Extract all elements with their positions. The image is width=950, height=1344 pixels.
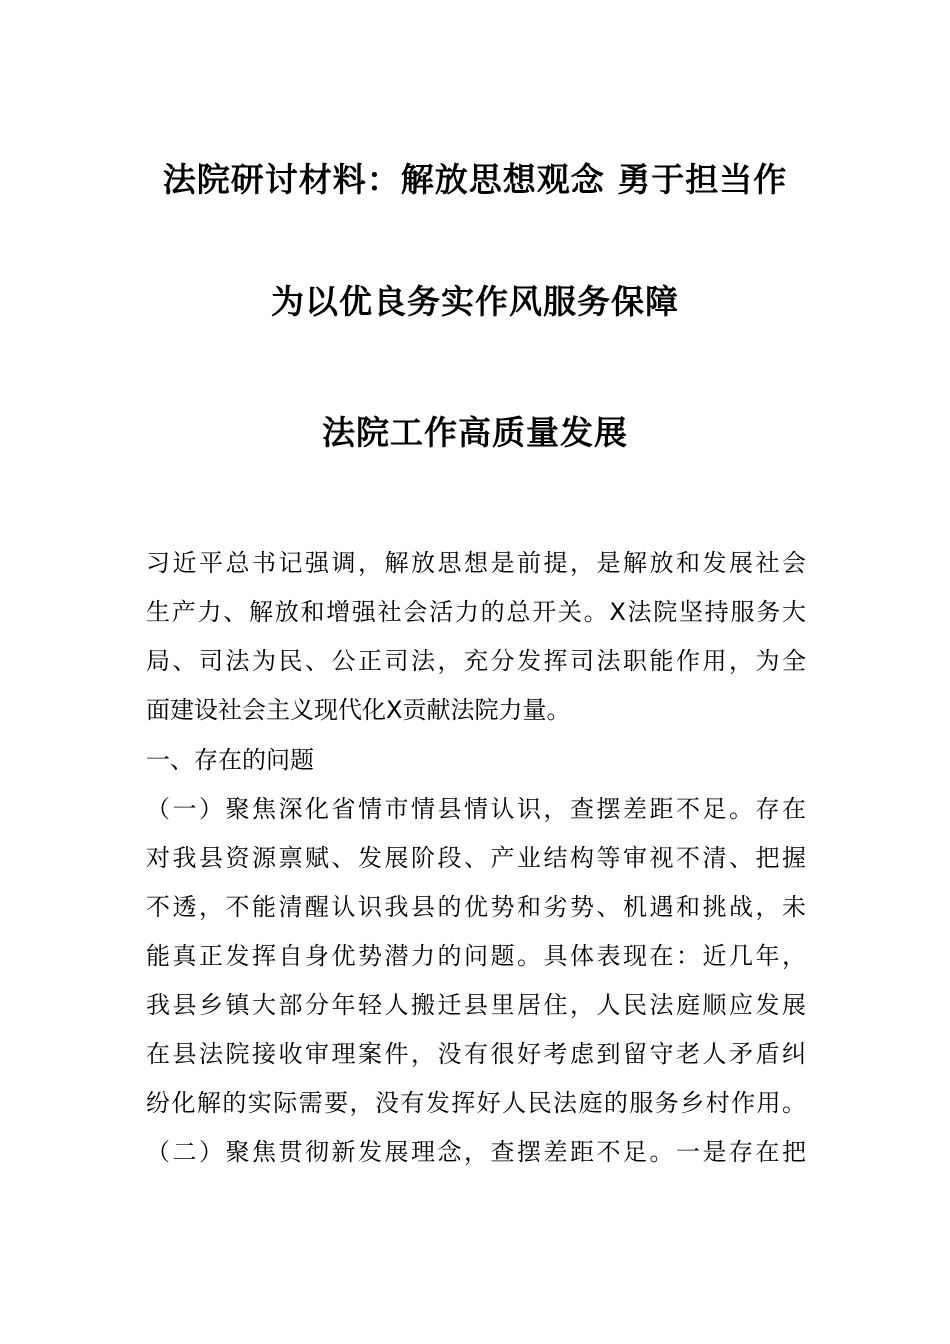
text-line: （二）聚焦贯彻新发展理念，查摆差距不足。一是存在把 [146, 1138, 806, 1166]
section-heading-text: 一、存在的问题 [146, 746, 314, 774]
text-line: 我县乡镇大部分年轻人搬迁县里居住，人民法庭顺应发展 [146, 991, 806, 1019]
document-title-line-3: 法院工作高质量发展 [322, 413, 628, 452]
text-line: 能真正发挥自身优势潜力的问题。具体表现在：近几年， [146, 942, 806, 970]
text-line: 局、司法为民、公正司法，充分发挥司法职能作用，为全 [146, 647, 806, 675]
section-1-paragraph [146, 785, 806, 1128]
text-line: （一）聚焦深化省情市情县情认识，查摆差距不足。存在 [146, 795, 806, 823]
document-title-line-1: 法院研讨材料：解放思想观念 勇于担当作 [162, 160, 788, 199]
section-2-paragraph [146, 1128, 806, 1177]
intro-paragraph [146, 539, 806, 735]
text-line: 不透，不能清醒认识我县的优势和劣势、机遇和挑战，未 [146, 893, 806, 921]
text-line: 习近平总书记强调，解放思想是前提，是解放和发展社会 [146, 549, 806, 577]
document-title-line-2: 为以优良务实作风服务保障 [271, 282, 679, 321]
text-line: 纷化解的实际需要，没有发挥好人民法庭的服务乡村作用。 [146, 1089, 806, 1117]
text-line: 生产力、解放和增强社会活力的总开关。X法院坚持服务大 [146, 598, 806, 626]
text-line: 面建设社会主义现代化X贡献法院力量。 [146, 696, 571, 724]
text-line: 对我县资源禀赋、发展阶段、产业结构等审视不清、把握 [146, 844, 806, 872]
text-line: 在县法院接收审理案件，没有很好考虑到留守老人矛盾纠 [146, 1040, 806, 1068]
section-heading [146, 736, 806, 785]
